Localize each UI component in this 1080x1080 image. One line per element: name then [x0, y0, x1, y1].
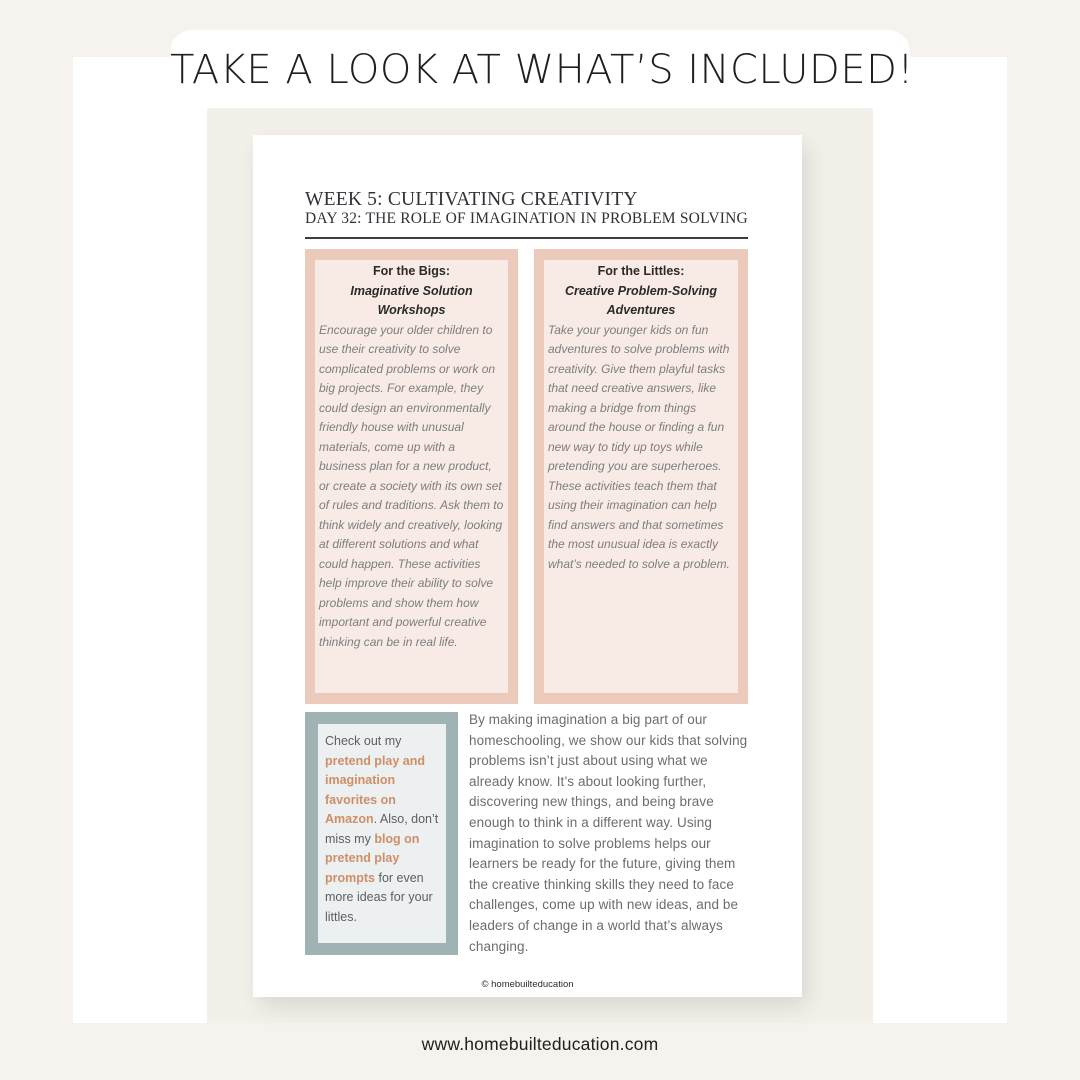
title-divider: [305, 237, 748, 239]
bigs-card-subtitle: Imaginative Solution Workshops: [350, 283, 473, 317]
tip-text: Check out my: [325, 734, 402, 748]
bigs-card-heading: For the Bigs:: [372, 264, 451, 278]
tip-box: [305, 712, 458, 955]
day-title: DAY 32: THE ROLE OF IMAGINATION IN PROBLEM SOLVING: [305, 210, 748, 227]
copyright: © homebuilteducation: [481, 979, 574, 990]
worksheet-page: [253, 135, 802, 997]
week-title: WEEK 5: CULTIVATING CREATIVITY: [305, 189, 638, 210]
littles-card-heading: For the Littles:: [597, 264, 685, 278]
littles-card-inner: [544, 260, 738, 693]
headline: TAKE A LOOK AT WHAT’S INCLUDED!: [170, 47, 914, 93]
closing-paragraph: By making imagination a big part of our homeschooling, we show our kids that solving problems isn’t just about using what we already know. It’s about looking further, discovering new things, and being brave enough to think in a different way. Using imagination to solve problems helps our learners be ready for the future, giving them the creative thinking skills they need to face challenges, come up with new ideas, and be leaders of change in a world that’s always changing.: [469, 712, 748, 954]
tip-box-inner: [318, 724, 446, 943]
bigs-card-inner: [315, 260, 508, 693]
amazon-favorites-link[interactable]: pretend play and imagination favorites on Amazon: [325, 753, 426, 826]
tip-text: for even more ideas for your littles.: [325, 870, 433, 924]
website-url[interactable]: www.homebuilteducation.com: [421, 1034, 659, 1054]
pretend-play-blog-link[interactable]: blog on pretend play prompts: [325, 831, 420, 885]
bigs-card-body: Encourage your older children to use their creativity to solve complicated problems or work on big projects. For example, they could design an environmentally friendly house with unusual materials, come up with a business plan for a new product, or create a society with its own set of rules and traditions. Ask them to think widely and creatively, looking at different solutions and what could happen. These activities help improve their ability to solve problems and show them how important and powerful creative thinking can be in real life.: [319, 322, 504, 649]
littles-card-subtitle: Creative Problem-Solving Adventures: [564, 283, 718, 317]
littles-card: [534, 249, 748, 704]
littles-card-body: Take your younger kids on fun adventures to solve problems with creativity. Give them playful tasks that need creative answers, like making a bridge from things around the house or finding a fun new way to tidy up toys while pretending you are superheroes. These activities teach them that using their imagination can help find answers and that sometimes the most unusual idea is exactly what’s needed to solve a problem.: [548, 322, 730, 571]
bigs-card: [305, 249, 518, 704]
tip-text: . Also, don’t miss my: [325, 812, 439, 846]
